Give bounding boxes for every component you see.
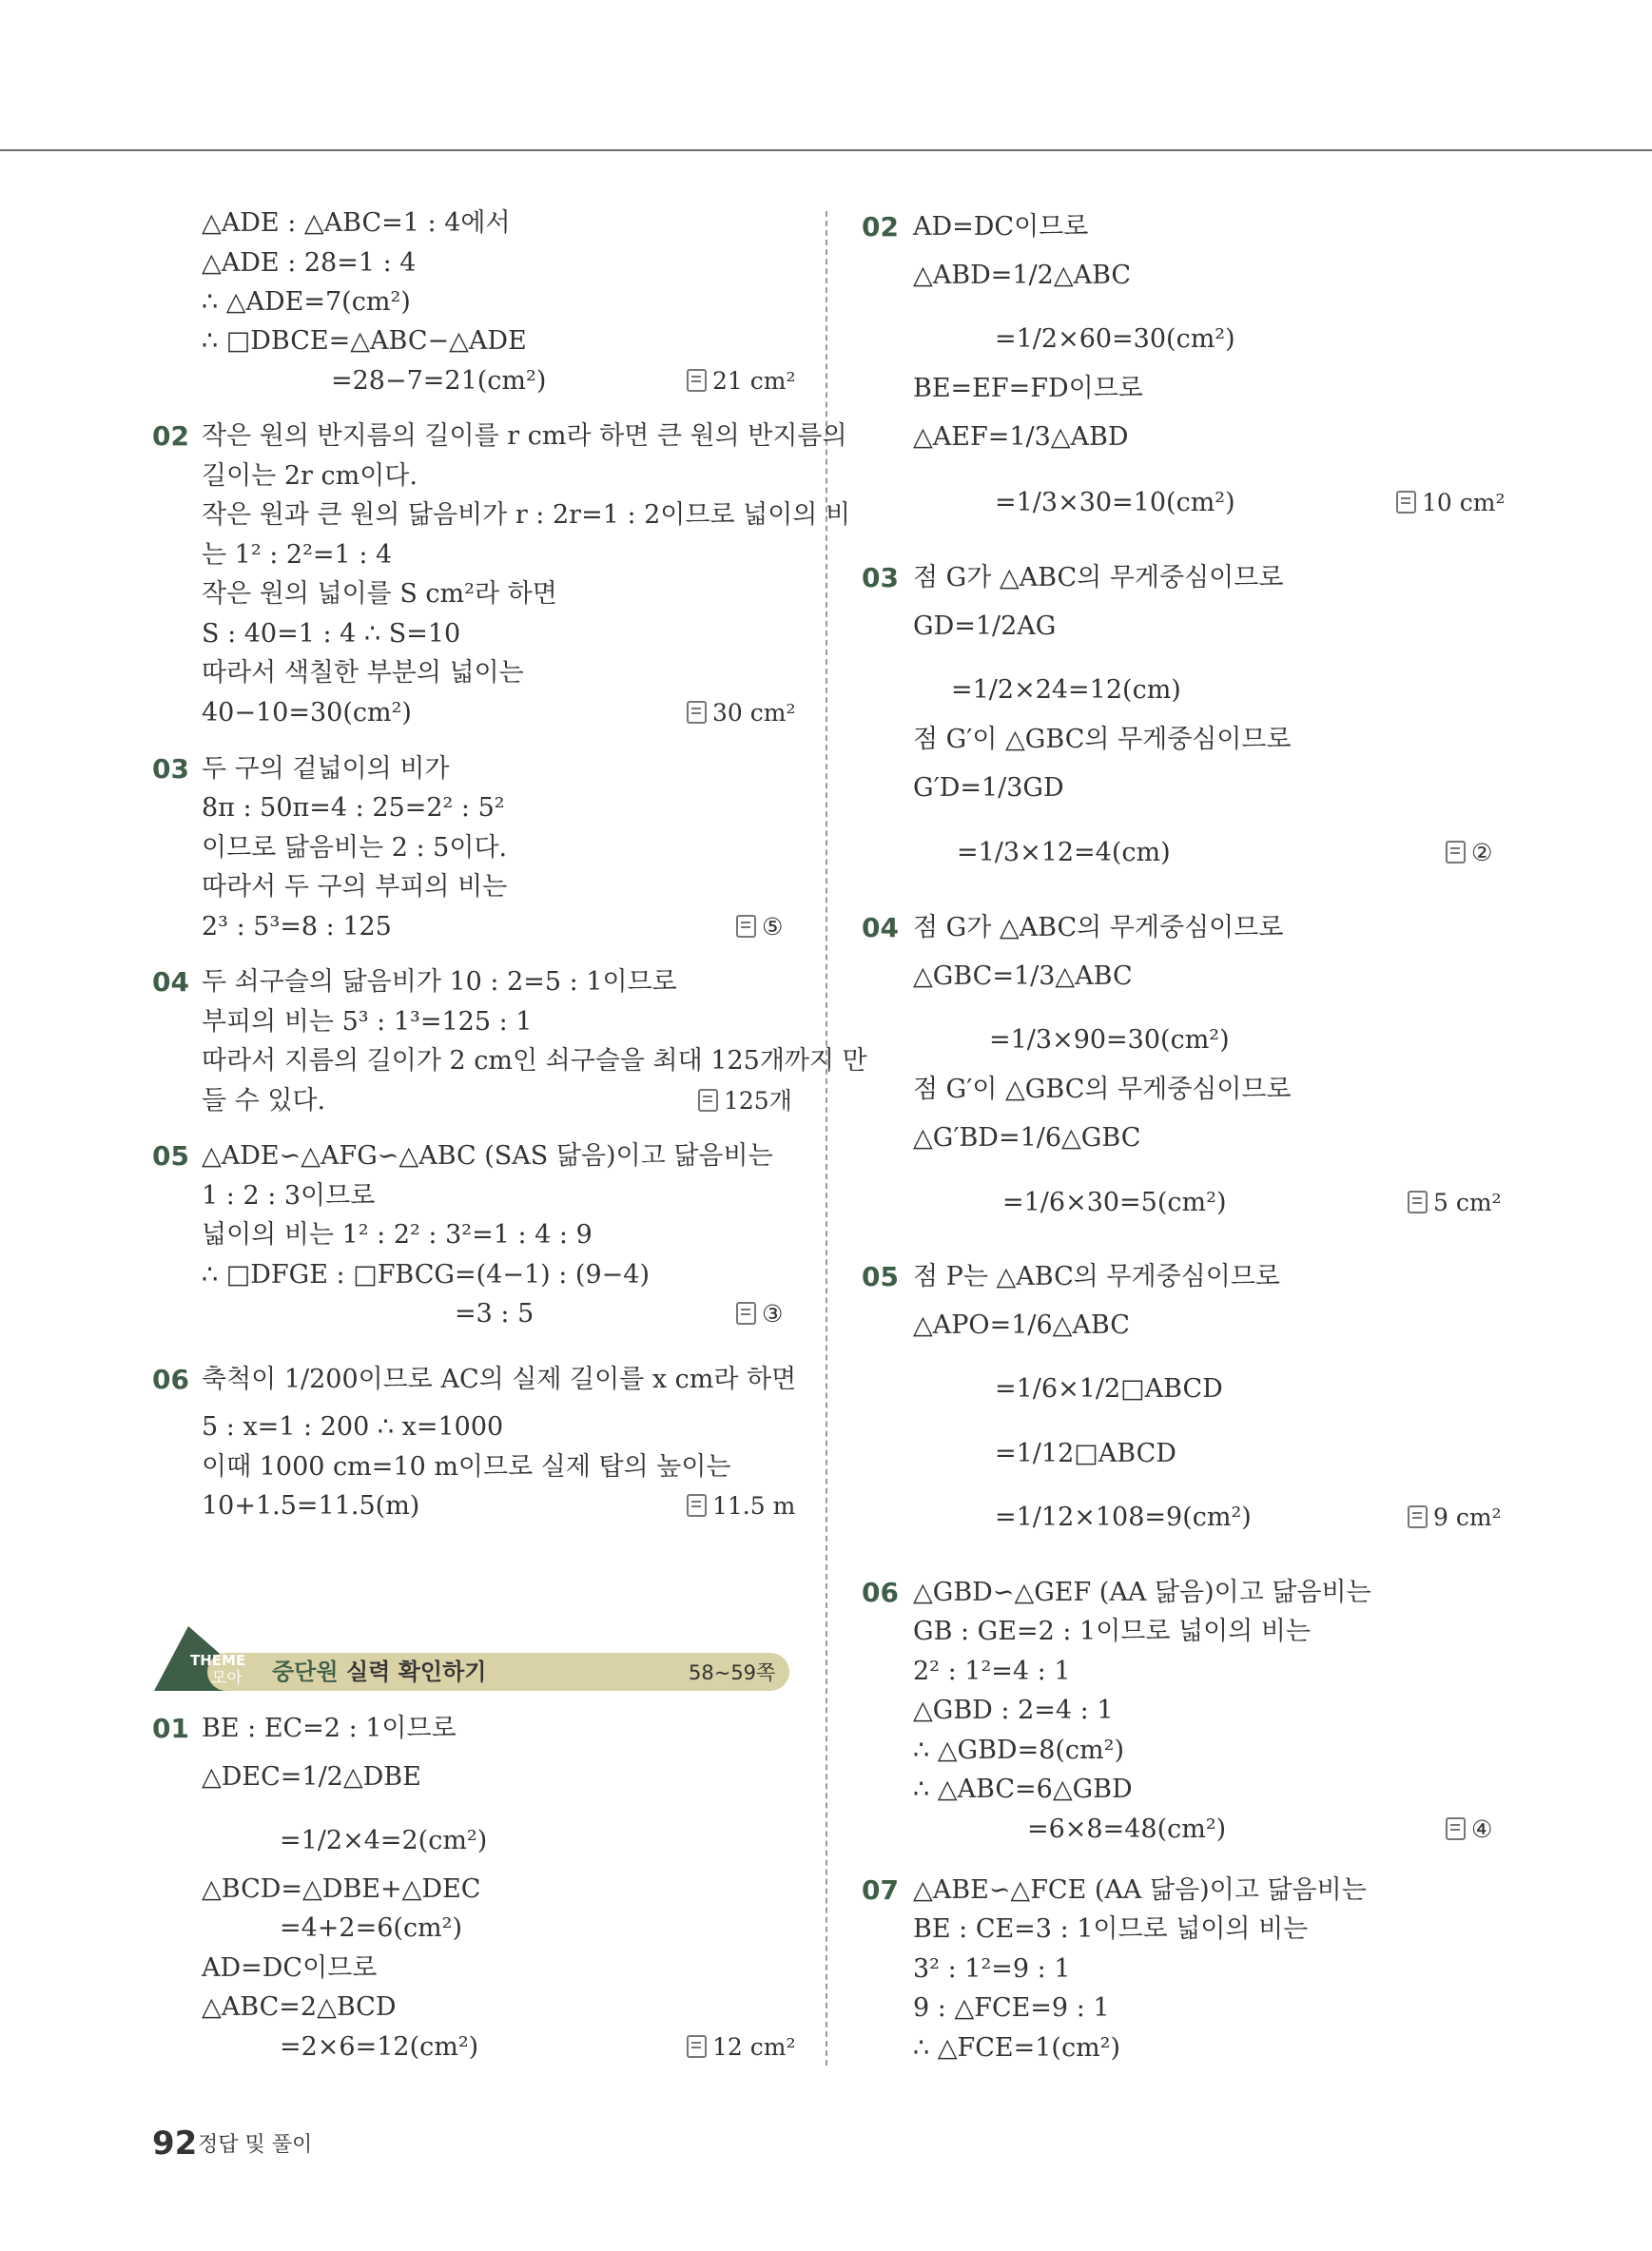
- text-line: S : 40=1 : 4 ∴ S=10: [202, 619, 461, 649]
- text-line: GB : GE=2 : 1이므로 넓이의 비는: [913, 1617, 1312, 1646]
- text-line: =1/2×60=30(cm²): [995, 324, 1235, 354]
- text-line: 따라서 지름의 길이가 2 cm인 쇠구슬을 최대 125개까지 만: [202, 1046, 867, 1076]
- text-line: 넓이의 비는 1² : 2² : 3²=1 : 4 : 9: [202, 1220, 593, 1250]
- answer-icon: [687, 369, 707, 392]
- page-number: 92: [152, 2125, 198, 2163]
- problem-number: 04: [152, 966, 189, 998]
- text-line: ∴ △FCE=1(cm²): [913, 2033, 1121, 2063]
- text-line: AD=DC이므로: [913, 212, 1089, 242]
- text-line: =1/3×12=4(cm): [957, 838, 1171, 867]
- text-line: =1/3×30=10(cm²): [995, 488, 1235, 517]
- text-line: △APO=1/6△ABC: [913, 1310, 1130, 1340]
- text-line: △DEC=1/2△DBE: [202, 1762, 421, 1792]
- answer-badge: 125개: [698, 1085, 792, 1117]
- text-line: 작은 원의 넓이를 S cm²라 하면: [202, 579, 557, 609]
- text-line: 40−10=30(cm²): [202, 698, 412, 728]
- answer-badge: 10 cm²: [1396, 487, 1506, 519]
- text-line: =6×8=48(cm²): [1027, 1814, 1227, 1844]
- text-line: ∴ □DFGE : □FBCG=(4−1) : (9−4): [202, 1260, 650, 1290]
- text-line: △ADE : 28=1 : 4: [202, 248, 417, 278]
- answer-badge: 11.5 m: [687, 1490, 795, 1523]
- answer-badge: 9 cm²: [1408, 1502, 1502, 1534]
- text-line: 두 구의 겉넓이의 비가: [202, 754, 450, 784]
- text-line: △GBC=1/3△ABC: [913, 961, 1133, 991]
- text-line: 점 G가 △ABC의 무게중심이므로: [913, 913, 1284, 942]
- text-line: △GBD∽△GEF (AA 닮음)이고 닮음비는: [913, 1578, 1371, 1607]
- answer-badge: ⑤: [736, 911, 783, 943]
- text-line: 작은 원의 반지름의 길이를 r cm라 하면 큰 원의 반지름의: [202, 421, 847, 451]
- text-line: △ADE∽△AFG∽△ABC (SAS 닮음)이고 닮음비는: [202, 1141, 773, 1171]
- problem-number: 06: [862, 1577, 899, 1608]
- text-line: BE : EC=2 : 1이므로: [202, 1714, 457, 1743]
- text-line: 길이는 2r cm이다.: [202, 461, 418, 491]
- answer-icon: [1408, 1191, 1428, 1213]
- text-line: 따라서 두 구의 부피의 비는: [202, 872, 508, 902]
- footer-label: 정답 및 풀이: [198, 2133, 313, 2157]
- text-line: ∴ △ADE=7(cm²): [202, 287, 411, 317]
- text-line: 점 G′이 △GBC의 무게중심이므로: [913, 725, 1292, 754]
- banner-page-range: 58~59쪽: [689, 1661, 776, 1684]
- problem-number: 02: [862, 211, 899, 243]
- text-line: △ABC=2△BCD: [202, 1992, 397, 2022]
- answer-icon: [736, 915, 756, 938]
- answer-badge: ③: [736, 1298, 783, 1330]
- answer-badge: ②: [1446, 837, 1492, 869]
- text-line: =1/12×108=9(cm²): [995, 1503, 1252, 1532]
- text-line: =4+2=6(cm²): [280, 1913, 463, 1943]
- problem-number: 03: [152, 753, 189, 785]
- text-line: =3 : 5: [455, 1299, 534, 1329]
- theme-badge-sub: 모아: [211, 1669, 243, 1688]
- text-line: =1/2×4=2(cm²): [280, 1826, 488, 1855]
- text-line: △GBD : 2=4 : 1: [913, 1696, 1114, 1725]
- text-line: 점 G가 △ABC의 무게중심이므로: [913, 563, 1284, 592]
- answer-icon: [687, 2035, 707, 2058]
- text-line: BE : CE=3 : 1이므로 넓이의 비는: [913, 1914, 1309, 1944]
- problem-number: 07: [862, 1874, 899, 1906]
- text-line: △ABD=1/2△ABC: [913, 261, 1132, 290]
- problem-number: 05: [862, 1261, 899, 1292]
- text-line: 따라서 색칠한 부분의 넓이는: [202, 658, 524, 688]
- text-line: 1 : 2 : 3이므로: [202, 1181, 376, 1211]
- section-banner: [150, 1626, 789, 1697]
- problem-number: 02: [152, 420, 189, 452]
- text-line: =1/3×90=30(cm²): [989, 1025, 1230, 1055]
- answer-icon: [1408, 1505, 1428, 1528]
- text-line: 9 : △FCE=9 : 1: [913, 1993, 1110, 2023]
- text-line: ∴ □DBCE=△ABC−△ADE: [202, 326, 527, 356]
- text-line: 부피의 비는 5³ : 1³=125 : 1: [202, 1007, 533, 1037]
- theme-badge-label: THEME: [190, 1652, 246, 1669]
- text-line: 작은 원과 큰 원의 닮음비가 r : 2r=1 : 2이므로 넓이의 비: [202, 500, 851, 530]
- answer-badge: ④: [1446, 1814, 1492, 1846]
- answer-icon: [736, 1302, 756, 1325]
- answer-icon: [1396, 491, 1416, 514]
- text-line: 3² : 1²=9 : 1: [913, 1954, 1071, 1984]
- text-line: =1/6×30=5(cm²): [1002, 1188, 1227, 1217]
- banner-title: 실력 확인하기: [346, 1659, 487, 1685]
- text-line: 이므로 닮음비는 2 : 5이다.: [202, 833, 508, 863]
- text-line: 는 1² : 2²=1 : 4: [202, 540, 393, 570]
- text-line: △AEF=1/3△ABD: [913, 422, 1129, 452]
- problem-number: 05: [152, 1140, 189, 1172]
- text-line: 점 G′이 △GBC의 무게중심이므로: [913, 1075, 1292, 1104]
- text-line: 2³ : 5³=8 : 125: [202, 912, 392, 941]
- text-line: ∴ △ABC=6△GBD: [913, 1775, 1133, 1804]
- answer-icon: [687, 1494, 707, 1517]
- header-rule: [0, 149, 1652, 151]
- text-line: △BCD=△DBE+△DEC: [202, 1874, 481, 1904]
- column-divider: [826, 211, 827, 2066]
- text-line: 8π : 50π=4 : 25=2² : 5²: [202, 793, 505, 823]
- text-line: △ADE : △ABC=1 : 4에서: [202, 208, 511, 238]
- problem-number: 04: [862, 912, 899, 943]
- text-line: ∴ △GBD=8(cm²): [913, 1736, 1124, 1765]
- text-line: △ABE∽△FCE (AA 닮음)이고 닮음비는: [913, 1875, 1367, 1905]
- text-line: 축척이 1/200이므로 AC의 실제 길이를 x cm라 하면: [202, 1365, 797, 1394]
- text-line: 10+1.5=11.5(m): [202, 1491, 420, 1521]
- text-line: =1/6×1/2□ABCD: [995, 1374, 1223, 1404]
- text-line: 두 쇠구슬의 닮음비가 10 : 2=5 : 1이므로: [202, 967, 677, 997]
- answer-icon: [687, 701, 707, 724]
- text-line: 5 : x=1 : 200 ∴ x=1000: [202, 1412, 504, 1442]
- problem-number: 03: [862, 562, 899, 593]
- banner-title-accent: 중단원: [272, 1659, 339, 1685]
- text-line: 2² : 1²=4 : 1: [913, 1657, 1071, 1686]
- answer-icon: [1446, 841, 1466, 864]
- text-line: G′D=1/3GD: [913, 773, 1064, 803]
- text-line: 들 수 있다.: [202, 1086, 326, 1116]
- text-line: △G′BD=1/6△GBC: [913, 1123, 1141, 1153]
- problem-number: 01: [152, 1713, 189, 1744]
- answer-badge: 21 cm²: [687, 365, 796, 398]
- text-line: 이때 1000 cm=10 m이므로 실제 탑의 높이는: [202, 1452, 731, 1482]
- answer-icon: [698, 1089, 718, 1112]
- answer-badge: 12 cm²: [687, 2031, 796, 2064]
- text-line: GD=1/2AG: [913, 611, 1057, 641]
- text-line: =28−7=21(cm²): [331, 366, 547, 396]
- text-line: =1/2×24=12(cm): [951, 675, 1181, 705]
- answer-icon: [1446, 1817, 1466, 1840]
- text-line: 점 P는 △ABC의 무게중심이므로: [913, 1262, 1280, 1291]
- problem-number: 06: [152, 1364, 189, 1395]
- text-line: =2×6=12(cm²): [280, 2032, 479, 2062]
- text-line: BE=EF=FD이므로: [913, 374, 1143, 403]
- text-line: =1/12□ABCD: [995, 1439, 1176, 1468]
- answer-badge: 5 cm²: [1408, 1187, 1502, 1219]
- text-line: AD=DC이므로: [202, 1953, 378, 1983]
- answer-badge: 30 cm²: [687, 697, 796, 729]
